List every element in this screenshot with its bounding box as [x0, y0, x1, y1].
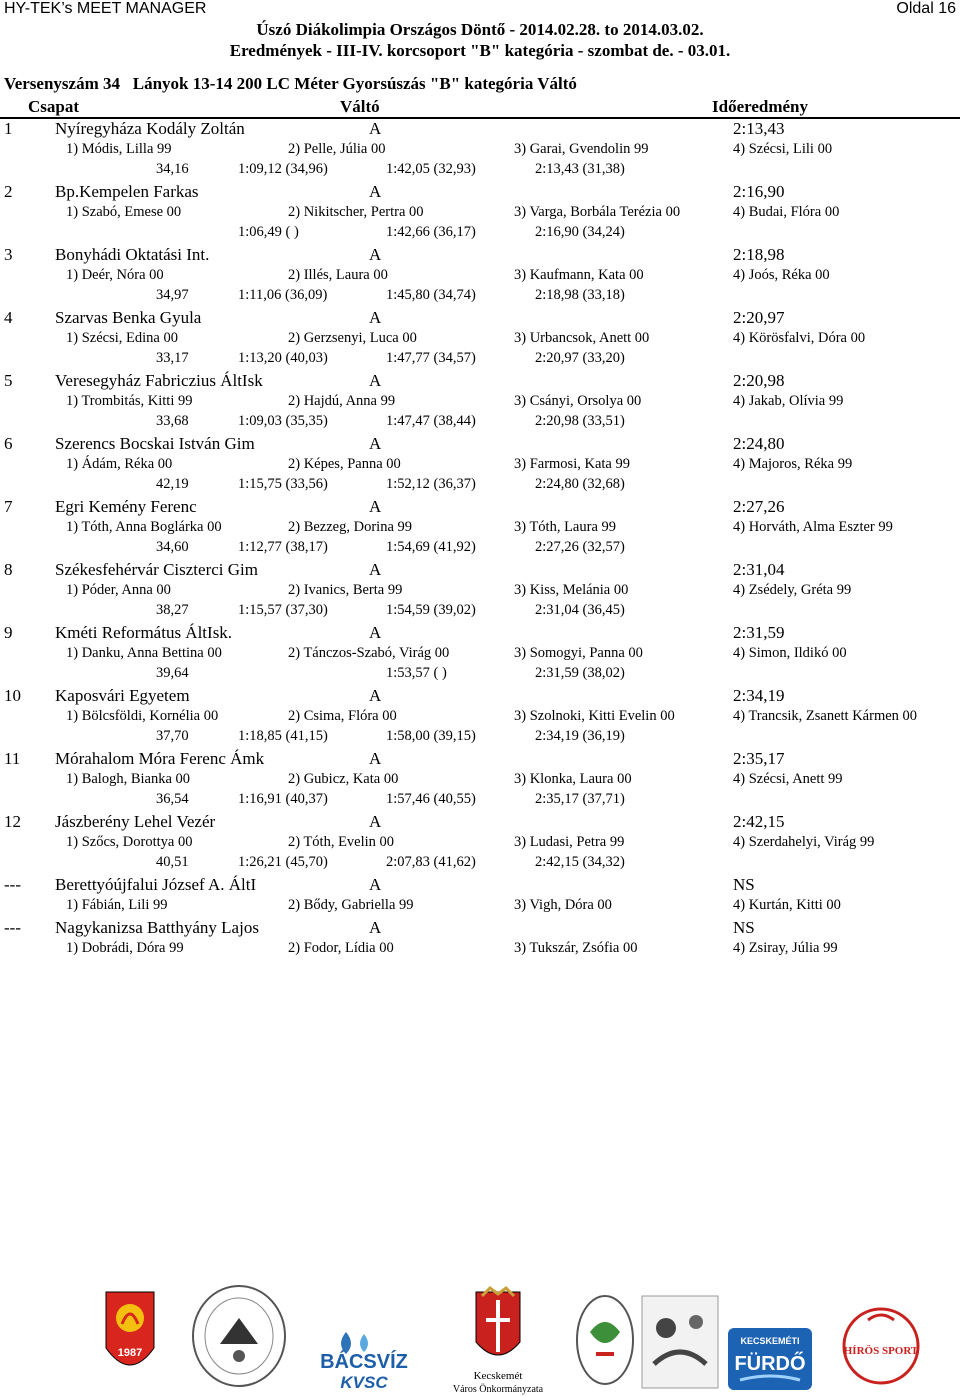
result-place: 5 [4, 371, 13, 390]
relay-swimmer-4: 4) Kurtán, Kitti 00 [733, 897, 841, 913]
relay-swimmer-4: 4) Trancsik, Zsanett Kármen 00 [733, 708, 918, 724]
split-1: 42,19 [156, 476, 189, 492]
relay-swimmer-1: 1) Dobrádi, Dóra 99 [66, 940, 184, 956]
result-relay-letter: A [369, 371, 382, 390]
result-relay-letter: A [369, 623, 382, 642]
result-team-name: Nyíregyháza Kodály Zoltán [55, 119, 245, 138]
split-4: 2:20,97 (33,20) [535, 350, 625, 366]
sponsor-logo-1 [102, 1288, 158, 1384]
result-swimmers-row [0, 834, 960, 854]
split-3: 1:42,05 (32,93) [386, 161, 476, 177]
relay-swimmer-3: 3) Somogyi, Panna 00 [514, 645, 643, 661]
result-team-row [0, 623, 960, 645]
relay-swimmer-2: 2) Csima, Flóra 00 [288, 708, 397, 724]
result-swimmers-row [0, 519, 960, 539]
relay-swimmer-2: 2) Nikitscher, Pertra 00 [288, 204, 424, 220]
result-relay-letter: A [369, 434, 382, 453]
sponsor-logo-3-name: BÁCSVÍZ [320, 1351, 408, 1373]
result-team-row [0, 560, 960, 582]
split-4: 2:18,98 (33,18) [535, 287, 625, 303]
split-4: 2:31,59 (38,02) [535, 665, 625, 681]
result-final-time: 2:34,19 [733, 686, 785, 705]
relay-swimmer-4: 4) Szécsi, Anett 99 [733, 771, 843, 787]
result-relay-letter: A [369, 245, 382, 264]
sponsor-logo-3-sub: KVSC [340, 1373, 388, 1392]
split-2: 1:15,57 (37,30) [238, 602, 328, 618]
column-team-header: Csapat [28, 97, 80, 116]
sponsor-logo-3 [312, 1330, 416, 1392]
sponsor-logos [0, 1278, 960, 1396]
relay-swimmer-1: 1) Módis, Lilla 99 [66, 141, 172, 157]
result-team-row [0, 918, 960, 940]
result-place: 12 [4, 812, 21, 831]
relay-swimmer-4: 4) Joós, Réka 00 [733, 267, 830, 283]
result-relay-letter: A [369, 686, 382, 705]
relay-swimmer-3: 3) Szolnoki, Kitti Evelin 00 [514, 708, 675, 724]
result-splits-row [0, 476, 960, 496]
split-3: 1:47,77 (34,57) [386, 350, 476, 366]
session-subtitle: Eredmények - III-IV. korcsoport "B" kategória - szombat de. - 03.01. [229, 41, 731, 60]
result-team-row [0, 119, 960, 141]
split-4: 2:35,17 (37,71) [535, 791, 625, 807]
split-1: 33,68 [156, 413, 189, 429]
relay-swimmer-2: 2) Pelle, Júlia 00 [288, 141, 386, 157]
relay-swimmer-1: 1) Fábián, Lili 99 [66, 897, 168, 913]
result-final-time: NS [733, 918, 755, 937]
result-splits-row [0, 287, 960, 307]
result-place: 1 [4, 119, 13, 138]
result-place: 9 [4, 623, 13, 642]
relay-swimmer-1: 1) Bölcsföldi, Kornélia 00 [66, 708, 219, 724]
result-place: 4 [4, 308, 13, 327]
split-1: 34,60 [156, 539, 189, 555]
relay-swimmer-2: 2) Bezzeg, Dorina 99 [288, 519, 413, 535]
split-3: 2:07,83 (41,62) [386, 854, 476, 870]
relay-swimmer-4: 4) Simon, Ildikó 00 [733, 645, 847, 661]
relay-swimmer-3: 3) Kiss, Melánia 00 [514, 582, 629, 598]
result-team-row [0, 497, 960, 519]
relay-swimmer-1: 1) Szécsi, Edina 00 [66, 330, 178, 346]
split-2: 1:13,20 (40,03) [238, 350, 328, 366]
split-4: 2:16,90 (34,24) [535, 224, 625, 240]
result-place: 6 [4, 434, 13, 453]
split-2: 1:26,21 (45,70) [238, 854, 328, 870]
split-1: 38,27 [156, 602, 189, 618]
split-2: 1:18,85 (41,15) [238, 728, 328, 744]
split-4: 2:42,15 (34,32) [535, 854, 625, 870]
result-place: 10 [4, 686, 21, 705]
page-number: Oldal 16 [896, 0, 956, 17]
result-swimmers-row [0, 582, 960, 602]
result-splits-row [0, 350, 960, 370]
result-final-time: 2:31,59 [733, 623, 785, 642]
sponsor-logo-1-year: 1987 [117, 1347, 143, 1359]
result-relay-letter: A [369, 497, 382, 516]
result-swimmers-row [0, 708, 960, 728]
relay-swimmer-1: 1) Szabó, Emese 00 [66, 204, 182, 220]
relay-swimmer-3: 3) Ludasi, Petra 99 [514, 834, 625, 850]
split-2: 1:12,77 (38,17) [238, 539, 328, 555]
split-2: 1:11,06 (36,09) [238, 287, 328, 303]
split-1: 39,64 [156, 665, 189, 681]
relay-swimmer-2: 2) Tóth, Evelin 00 [288, 834, 395, 850]
result-swimmers-row [0, 456, 960, 476]
result-team-name: Egri Kemény Ferenc [55, 497, 197, 516]
result-final-time: 2:27,26 [733, 497, 785, 516]
result-team-row [0, 686, 960, 708]
split-1: 33,17 [156, 350, 189, 366]
sponsor-logo-7 [728, 1328, 812, 1390]
event-title: Versenyszám 34 Lányok 13-14 200 LC Méter Gyorsúszás "B" kategória Váltó [4, 74, 577, 93]
split-1: 34,97 [156, 287, 189, 303]
split-2: 1:15,75 (33,56) [238, 476, 328, 492]
result-relay-letter: A [369, 749, 382, 768]
relay-swimmer-3: 3) Garai, Gvendolin 99 [514, 141, 649, 157]
result-relay-letter: A [369, 812, 382, 831]
relay-swimmer-3: 3) Tukszár, Zsófia 00 [514, 940, 638, 956]
column-relay-header: Váltó [340, 97, 380, 116]
relay-swimmer-4: 4) Jakab, Olívia 99 [733, 393, 844, 409]
result-place: 2 [4, 182, 13, 201]
result-team-name: Nagykanizsa Batthyány Lajos [55, 918, 259, 937]
result-splits-row [0, 728, 960, 748]
result-splits-row [0, 665, 960, 685]
relay-swimmer-4: 4) Szerdahelyi, Virág 99 [733, 834, 875, 850]
result-team-row [0, 245, 960, 267]
relay-swimmer-4: 4) Budai, Flóra 00 [733, 204, 840, 220]
result-final-time: 2:18,98 [733, 245, 785, 264]
sponsor-logo-4-city: Kecskemét [473, 1370, 523, 1382]
result-final-time: NS [733, 875, 755, 894]
result-team-name: Székesfehérvár Ciszterci Gim [55, 560, 258, 579]
result-relay-letter: A [369, 918, 382, 937]
relay-swimmer-4: 4) Majoros, Réka 99 [733, 456, 853, 472]
split-3: 1:53,57 ( ) [386, 665, 447, 681]
result-final-time: 2:20,98 [733, 371, 785, 390]
result-place: --- [4, 875, 21, 894]
sponsor-logo-4 [446, 1286, 550, 1396]
relay-swimmer-3: 3) Csányi, Orsolya 00 [514, 393, 642, 409]
relay-swimmer-4: 4) Horváth, Alma Eszter 99 [733, 519, 893, 535]
result-final-time: 2:24,80 [733, 434, 785, 453]
relay-swimmer-1: 1) Póder, Anna 00 [66, 582, 171, 598]
result-place: 8 [4, 560, 13, 579]
relay-swimmer-1: 1) Ádám, Réka 00 [66, 456, 173, 472]
relay-swimmer-3: 3) Klonka, Laura 00 [514, 771, 632, 787]
split-3: 1:54,59 (39,02) [386, 602, 476, 618]
split-1: 34,16 [156, 161, 189, 177]
result-swimmers-row [0, 897, 960, 917]
column-time-header: Időeredmény [712, 97, 809, 116]
result-swimmers-row [0, 141, 960, 161]
split-3: 1:47,47 (38,44) [386, 413, 476, 429]
result-swimmers-row [0, 267, 960, 287]
relay-swimmer-1: 1) Deér, Nóra 00 [66, 267, 164, 283]
result-team-row [0, 875, 960, 897]
split-4: 2:13,43 (31,38) [535, 161, 625, 177]
relay-swimmer-1: 1) Balogh, Bianka 00 [66, 771, 191, 787]
result-swimmers-row [0, 645, 960, 665]
result-splits-row [0, 413, 960, 433]
split-1: 37,70 [156, 728, 189, 744]
relay-swimmer-3: 3) Varga, Borbála Terézia 00 [514, 204, 681, 220]
result-team-name: Bonyhádi Oktatási Int. [55, 245, 210, 264]
relay-swimmer-1: 1) Tóth, Anna Boglárka 00 [66, 519, 222, 535]
result-relay-letter: A [369, 308, 382, 327]
relay-swimmer-3: 3) Farmosi, Kata 99 [514, 456, 630, 472]
relay-swimmer-2: 2) Képes, Panna 00 [288, 456, 401, 472]
sponsor-logo-7-top: KECSKEMÉTI [740, 1336, 800, 1346]
app-name: HY-TEK’s MEET MANAGER [4, 0, 207, 17]
sponsor-logo-8 [842, 1306, 920, 1386]
meet-title: Úszó Diákolimpia Országos Döntő - 2014.02.28. to 2014.03.02. [256, 20, 704, 39]
result-place: --- [4, 918, 21, 937]
result-team-row [0, 812, 960, 834]
split-2: 1:09,12 (34,96) [238, 161, 328, 177]
result-swimmers-row [0, 204, 960, 224]
result-swimmers-row [0, 940, 960, 960]
sponsor-logo-7-main: FÜRDŐ [734, 1353, 806, 1375]
sponsor-logo-5 [574, 1292, 636, 1388]
relay-swimmer-2: 2) Illés, Laura 00 [288, 267, 388, 283]
split-3: 1:58,00 (39,15) [386, 728, 476, 744]
result-team-row [0, 371, 960, 393]
result-splits-row [0, 602, 960, 622]
result-team-name: Szarvas Benka Gyula [55, 308, 202, 327]
relay-swimmer-2: 2) Gerzsenyi, Luca 00 [288, 330, 417, 346]
split-2: 1:06,49 ( ) [238, 224, 299, 240]
result-place: 7 [4, 497, 13, 516]
split-3: 1:45,80 (34,74) [386, 287, 476, 303]
result-swimmers-row [0, 393, 960, 413]
relay-swimmer-3: 3) Vigh, Dóra 00 [514, 897, 612, 913]
sponsor-logo-6 [640, 1294, 720, 1390]
split-2: 1:16,91 (40,37) [238, 791, 328, 807]
result-team-name: Kméti Református ÁltIsk. [55, 623, 233, 642]
relay-swimmer-2: 2) Hajdú, Anna 99 [288, 393, 396, 409]
result-team-name: Jászberény Lehel Vezér [55, 812, 216, 831]
result-final-time: 2:20,97 [733, 308, 785, 327]
split-3: 1:57,46 (40,55) [386, 791, 476, 807]
result-splits-row [0, 224, 960, 244]
relay-swimmer-4: 4) Zsédely, Gréta 99 [733, 582, 852, 598]
split-4: 2:20,98 (33,51) [535, 413, 625, 429]
result-team-row [0, 749, 960, 771]
relay-swimmer-2: 2) Ivanics, Berta 99 [288, 582, 403, 598]
relay-swimmer-4: 4) Zsiray, Júlia 99 [733, 940, 838, 956]
result-relay-letter: A [369, 560, 382, 579]
result-splits-row [0, 161, 960, 181]
sponsor-logo-4-sub: Város Önkormányzata [452, 1384, 544, 1395]
relay-swimmer-1: 1) Danku, Anna Bettina 00 [66, 645, 222, 661]
result-team-name: Bp.Kempelen Farkas [55, 182, 199, 201]
relay-swimmer-4: 4) Körösfalvi, Dóra 00 [733, 330, 866, 346]
relay-swimmer-2: 2) Gubicz, Kata 00 [288, 771, 399, 787]
result-final-time: 2:35,17 [733, 749, 785, 768]
relay-swimmer-2: 2) Bődy, Gabriella 99 [288, 897, 414, 913]
result-final-time: 2:42,15 [733, 812, 785, 831]
result-relay-letter: A [369, 119, 382, 138]
result-final-time: 2:16,90 [733, 182, 785, 201]
result-team-row [0, 308, 960, 330]
result-team-name: Mórahalom Móra Ferenc Ámk [55, 749, 265, 768]
result-final-time: 2:13,43 [733, 119, 785, 138]
result-team-name: Szerencs Bocskai István Gim [55, 434, 255, 453]
result-team-row [0, 434, 960, 456]
split-4: 2:31,04 (36,45) [535, 602, 625, 618]
split-3: 1:42,66 (36,17) [386, 224, 476, 240]
result-relay-letter: A [369, 182, 382, 201]
split-3: 1:52,12 (36,37) [386, 476, 476, 492]
relay-swimmer-1: 1) Szőcs, Dorottya 00 [66, 834, 193, 850]
split-1: 40,51 [156, 854, 189, 870]
result-place: 11 [4, 749, 21, 768]
result-team-name: Berettyóújfalui József A. ÁltI [55, 875, 257, 894]
result-swimmers-row [0, 330, 960, 350]
relay-swimmer-1: 1) Trombitás, Kitti 99 [66, 393, 193, 409]
split-1: 36,54 [156, 791, 189, 807]
result-place: 3 [4, 245, 13, 264]
relay-swimmer-4: 4) Szécsi, Lili 00 [733, 141, 833, 157]
result-splits-row [0, 539, 960, 559]
relay-swimmer-2: 2) Fodor, Lídia 00 [288, 940, 394, 956]
result-splits-row [0, 854, 960, 874]
sponsor-logo-2 [190, 1282, 288, 1390]
split-4: 2:24,80 (32,68) [535, 476, 625, 492]
split-2: 1:09,03 (35,35) [238, 413, 328, 429]
result-relay-letter: A [369, 875, 382, 894]
result-team-name: Kaposvári Egyetem [55, 686, 190, 705]
relay-swimmer-3: 3) Kaufmann, Kata 00 [514, 267, 644, 283]
split-4: 2:27,26 (32,57) [535, 539, 625, 555]
split-4: 2:34,19 (36,19) [535, 728, 625, 744]
result-final-time: 2:31,04 [733, 560, 785, 579]
sponsor-logo-8-name: HÍRÖS SPORT [843, 1345, 919, 1357]
relay-swimmer-2: 2) Tánczos-Szabó, Virág 00 [288, 645, 450, 661]
result-team-name: Veresegyház Fabriczius ÁltIsk [55, 371, 263, 390]
result-splits-row [0, 791, 960, 811]
result-swimmers-row [0, 771, 960, 791]
relay-swimmer-3: 3) Tóth, Laura 99 [514, 519, 617, 535]
relay-swimmer-3: 3) Urbancsok, Anett 00 [514, 330, 650, 346]
result-team-row [0, 182, 960, 204]
split-3: 1:54,69 (41,92) [386, 539, 476, 555]
